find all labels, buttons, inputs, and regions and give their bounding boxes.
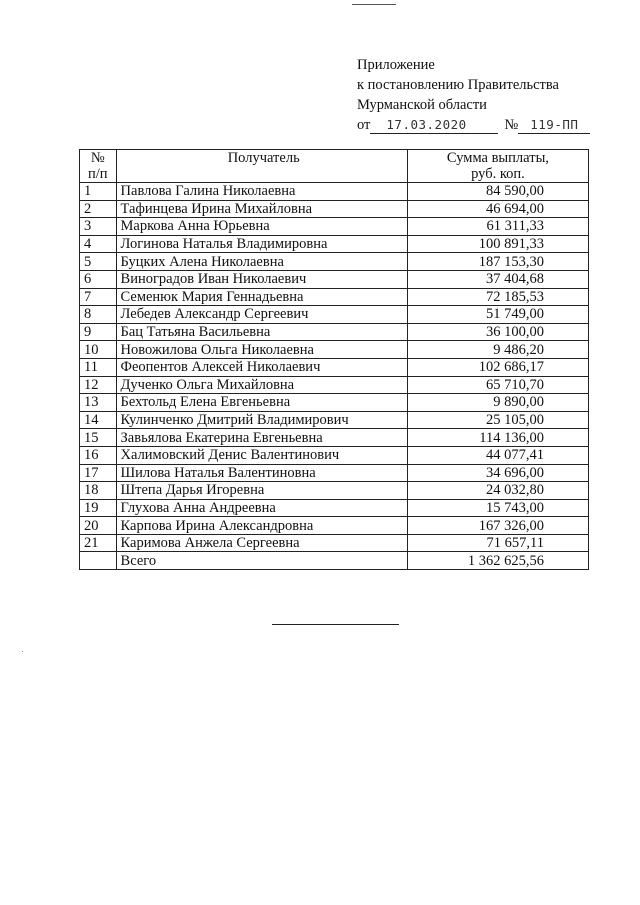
payment-sum: 15 743,00 xyxy=(407,499,588,517)
payment-sum: 72 185,53 xyxy=(407,288,588,306)
table-body xyxy=(80,183,589,552)
row-number: 14 xyxy=(80,411,117,429)
table-row xyxy=(80,323,589,341)
row-number: 4 xyxy=(80,235,117,253)
row-number: 5 xyxy=(80,253,117,271)
row-number: 6 xyxy=(80,270,117,288)
recipient-name: Виноградов Иван Николаевич xyxy=(116,270,407,288)
payment-sum: 44 077,41 xyxy=(407,446,588,464)
table-row xyxy=(80,200,589,218)
row-number: 19 xyxy=(80,499,117,517)
payment-sum: 187 153,30 xyxy=(407,253,588,271)
table-row xyxy=(80,517,589,535)
payment-sum: 167 326,00 xyxy=(407,517,588,535)
table-row xyxy=(80,394,589,412)
recipient-name: Карпова Ирина Александровна xyxy=(116,517,407,535)
row-number: 7 xyxy=(80,288,117,306)
table-row xyxy=(80,306,589,324)
recipient-name: Лебедев Александр Сергеевич xyxy=(116,306,407,324)
total-label: Всего xyxy=(116,552,407,570)
date-value: 17.03.2020 xyxy=(386,117,467,132)
payment-sum: 114 136,00 xyxy=(407,429,588,447)
col-recipient-header: Получатель xyxy=(116,150,407,183)
recipient-name: Семенюк Мария Геннадьевна xyxy=(116,288,407,306)
number-value: 119-ПП xyxy=(530,117,579,132)
recipient-name: Каримова Анжела Сергеевна xyxy=(116,534,407,552)
recipient-name: Новожилова Ольга Николаевна xyxy=(116,341,407,359)
payment-sum: 102 686,17 xyxy=(407,358,588,376)
recipient-name: Завьялова Екатерина Евгеньевна xyxy=(116,429,407,447)
recipient-name: Бац Татьяна Васильевна xyxy=(116,323,407,341)
row-number: 8 xyxy=(80,306,117,324)
payment-sum: 51 749,00 xyxy=(407,306,588,324)
payment-sum: 34 696,00 xyxy=(407,464,588,482)
payment-sum: 9 486,20 xyxy=(407,341,588,359)
table-row xyxy=(80,235,589,253)
recipient-name: Штепа Дарья Игоревна xyxy=(116,482,407,500)
table-row xyxy=(80,358,589,376)
recipient-name: Маркова Анна Юрьевна xyxy=(116,218,407,236)
recipient-name: Дученко Ольга Михайловна xyxy=(116,376,407,394)
row-number: 18 xyxy=(80,482,117,500)
recipient-name: Тафинцева Ирина Михайловна xyxy=(116,200,407,218)
recipient-name: Кулинченко Дмитрий Владимирович xyxy=(116,411,407,429)
scan-speck xyxy=(22,651,23,652)
recipient-name: Шилова Наталья Валентиновна xyxy=(116,464,407,482)
table-row xyxy=(80,341,589,359)
table-row xyxy=(80,534,589,552)
payment-sum: 37 404,68 xyxy=(407,270,588,288)
row-number: 2 xyxy=(80,200,117,218)
row-number: 11 xyxy=(80,358,117,376)
date-field xyxy=(370,117,498,134)
recipient-name: Бехтольд Елена Евгеньевна xyxy=(116,394,407,412)
col-number-header: № п/п xyxy=(80,150,117,183)
recipient-name: Халимовский Денис Валентинович xyxy=(116,446,407,464)
row-number: 12 xyxy=(80,376,117,394)
number-prefix: № xyxy=(504,117,519,133)
total-sum: 1 362 625,56 xyxy=(407,552,588,570)
row-number: 16 xyxy=(80,446,117,464)
recipient-name: Павлова Галина Николаевна xyxy=(116,183,407,201)
row-number: 3 xyxy=(80,218,117,236)
total-empty-cell xyxy=(80,552,117,570)
payment-sum: 25 105,00 xyxy=(407,411,588,429)
row-number: 17 xyxy=(80,464,117,482)
table-row xyxy=(80,446,589,464)
appendix-region: Мурманской области xyxy=(357,97,487,113)
recipient-name: Феопентов Алексей Николаевич xyxy=(116,358,407,376)
recipient-name: Буцких Алена Николаевна xyxy=(116,253,407,271)
row-number: 9 xyxy=(80,323,117,341)
appendix-reference: к постановлению Правительства xyxy=(357,77,559,93)
table-row xyxy=(80,270,589,288)
payment-sum: 71 657,11 xyxy=(407,534,588,552)
appendix-date-number-line xyxy=(357,115,590,135)
appendix-title: Приложение xyxy=(357,57,435,73)
number-field xyxy=(518,117,590,134)
row-number: 13 xyxy=(80,394,117,412)
row-number: 1 xyxy=(80,183,117,201)
row-number: 10 xyxy=(80,341,117,359)
top-page-mark xyxy=(352,4,396,5)
row-number: 15 xyxy=(80,429,117,447)
payment-sum: 61 311,33 xyxy=(407,218,588,236)
table-row xyxy=(80,411,589,429)
table-row xyxy=(80,464,589,482)
date-prefix: от xyxy=(357,117,371,133)
recipient-name: Глухова Анна Андреевна xyxy=(116,499,407,517)
table-row xyxy=(80,253,589,271)
table-row xyxy=(80,288,589,306)
payment-sum: 46 694,00 xyxy=(407,200,588,218)
appendix-header xyxy=(357,55,590,135)
table-row xyxy=(80,183,589,201)
payment-sum: 9 890,00 xyxy=(407,394,588,412)
payments-table xyxy=(79,149,589,570)
table-row xyxy=(80,499,589,517)
total-row xyxy=(80,552,589,570)
row-number: 20 xyxy=(80,517,117,535)
payment-sum: 84 590,00 xyxy=(407,183,588,201)
payment-sum: 65 710,70 xyxy=(407,376,588,394)
table-header-row xyxy=(80,150,589,183)
table-row xyxy=(80,429,589,447)
recipient-name: Логинова Наталья Владимировна xyxy=(116,235,407,253)
payment-sum: 36 100,00 xyxy=(407,323,588,341)
col-sum-header: Сумма выплаты, руб. коп. xyxy=(407,150,588,183)
table-row xyxy=(80,376,589,394)
end-divider xyxy=(272,624,399,625)
payment-sum: 24 032,80 xyxy=(407,482,588,500)
table-row xyxy=(80,218,589,236)
table-row xyxy=(80,482,589,500)
payment-sum: 100 891,33 xyxy=(407,235,588,253)
row-number: 21 xyxy=(80,534,117,552)
